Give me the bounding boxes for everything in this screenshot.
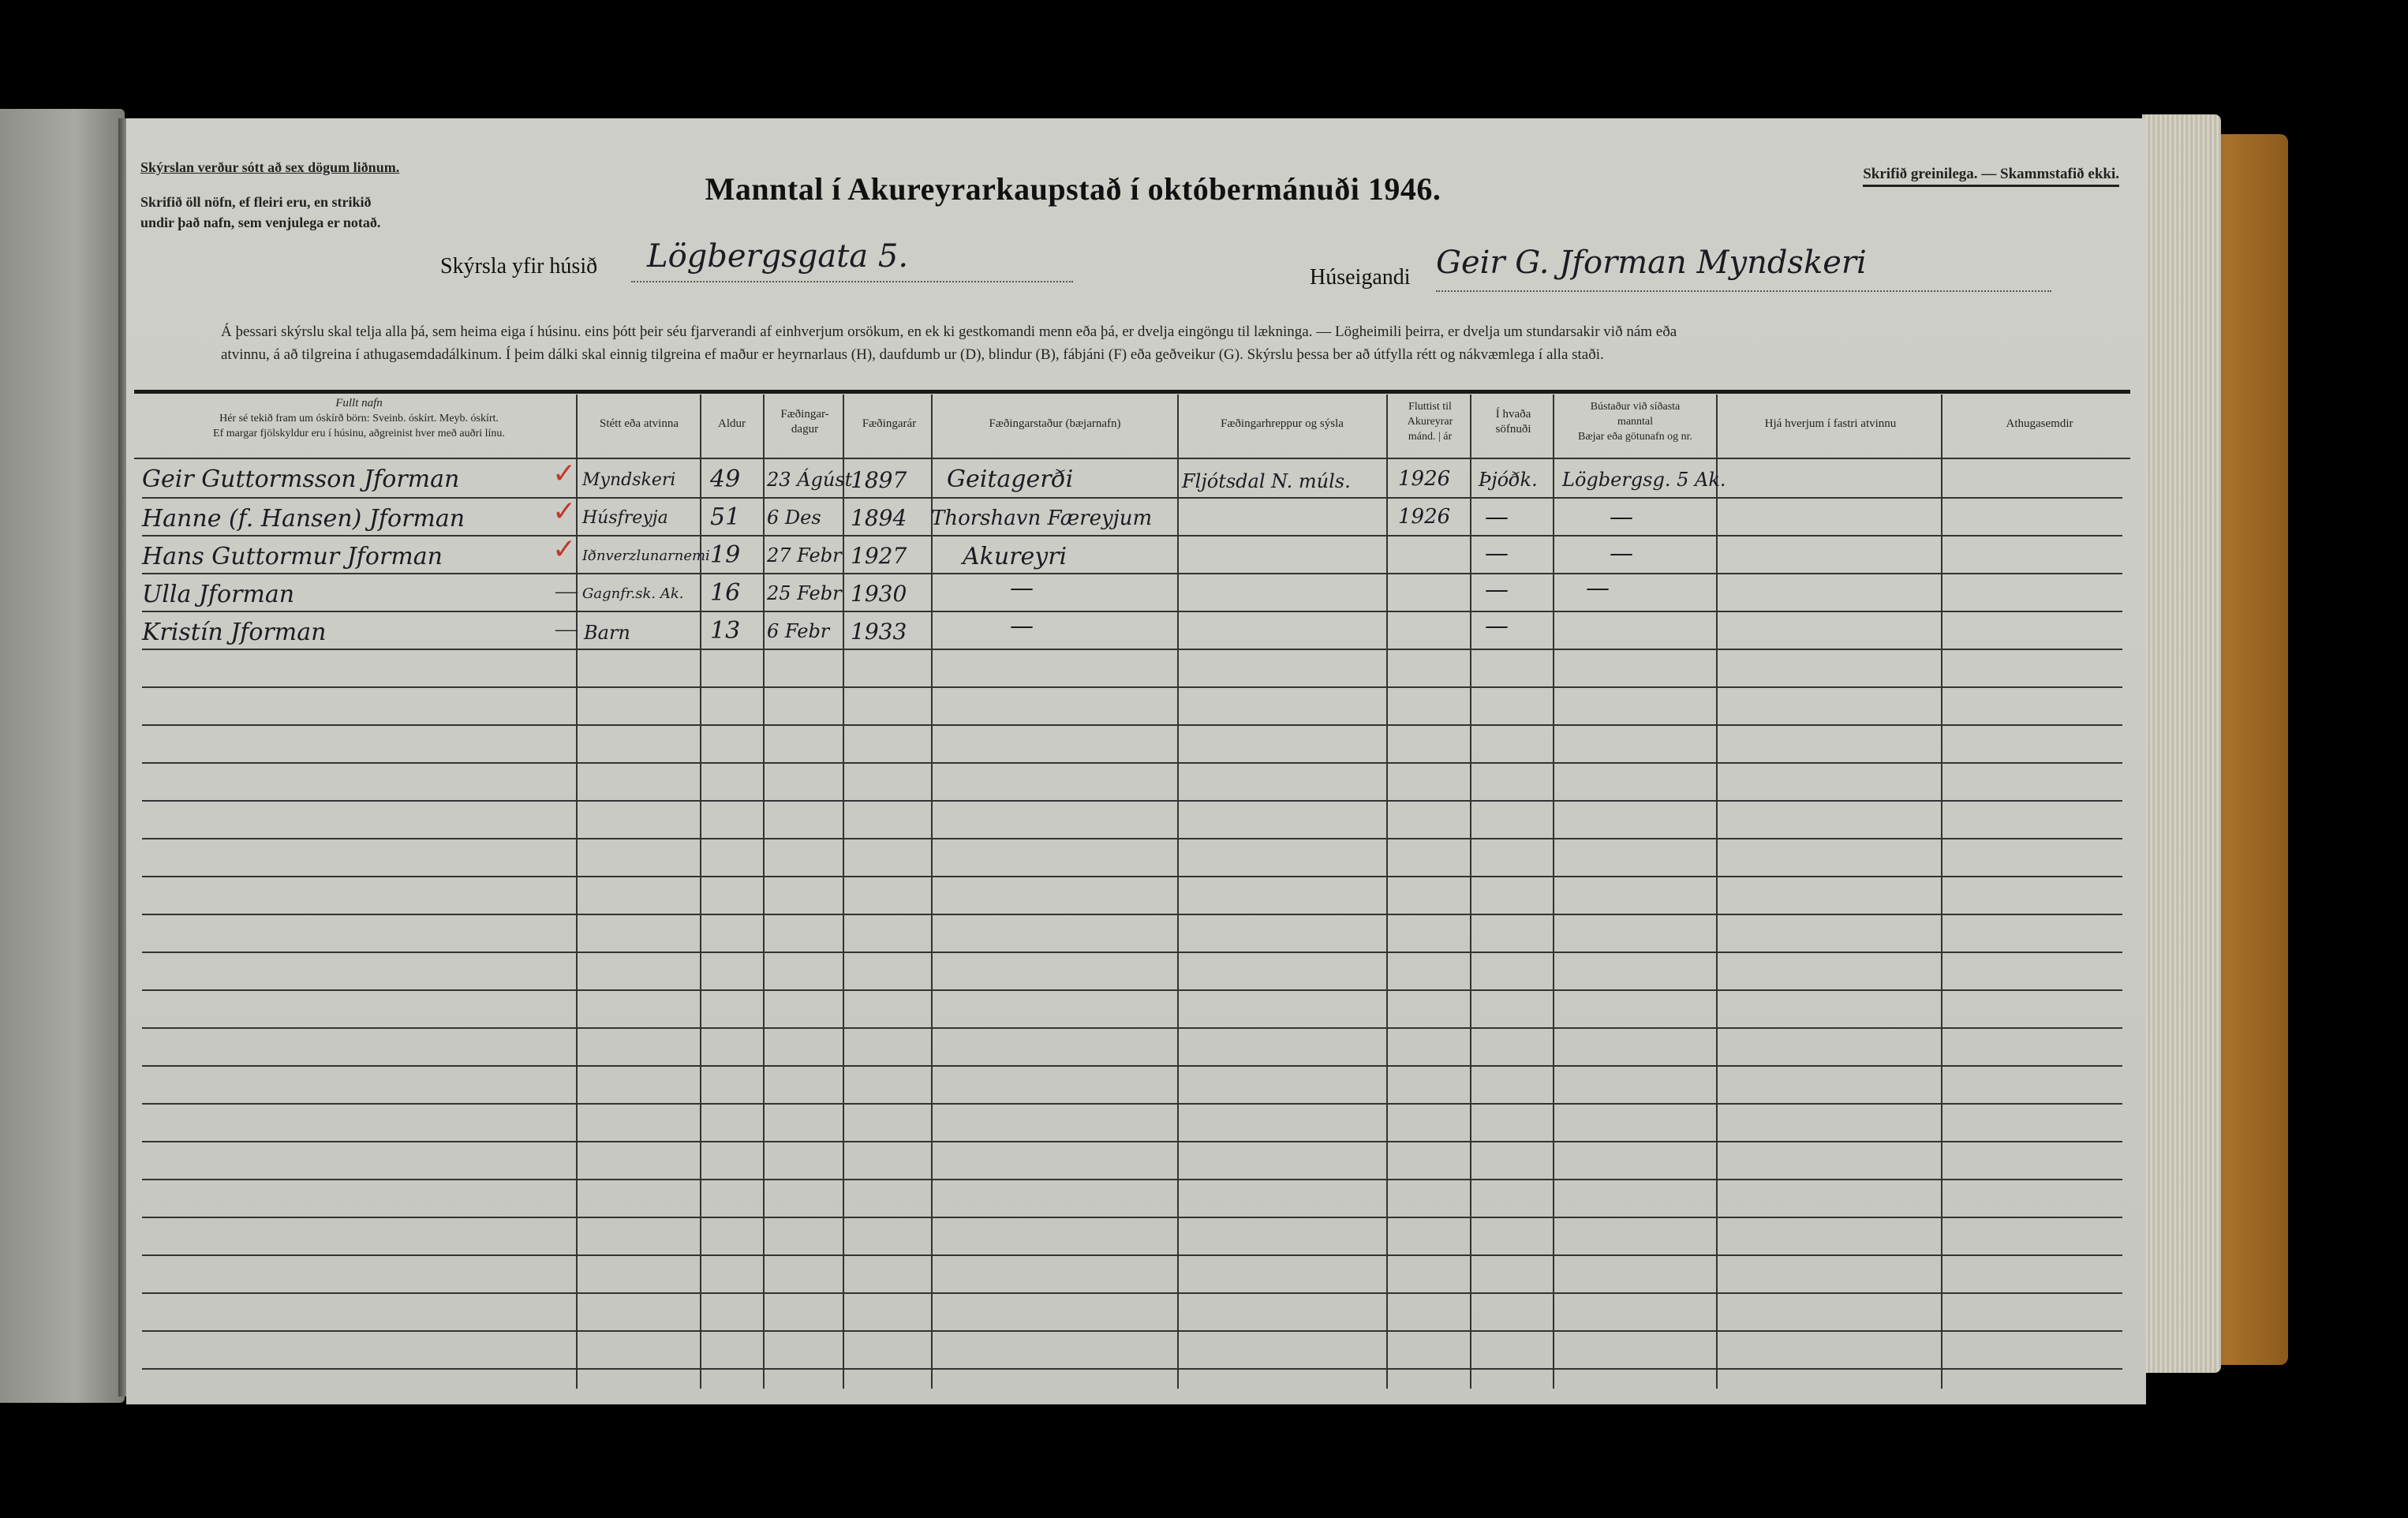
row-1-name: Hanne (f. Hansen) Jforman — [142, 505, 466, 533]
row-rule — [142, 876, 2122, 877]
owner-dotline — [1436, 290, 2051, 292]
row-1-prevres: — — [1610, 503, 1633, 531]
col-remarks-header: Athugasemdir — [2006, 417, 2073, 430]
instructions-line1: Á þessari skýrslu skal telja alla þá, sem heima eiga í húsinu. eins þótt þeir séu fjarverandi af einhverjum orsökum, en ek ki gestkomandi menn eða þá, er dvelja eingöngu til lækninga. — Lögheimili þeirra, er dvelja um stundarsakir við nám eða — [221, 323, 1677, 340]
col-prevres-3: Bæjar eða götunafn og nr. — [1577, 431, 1693, 443]
row-rule — [142, 1292, 2122, 1294]
row-0-birthplace: Geitagerði — [947, 465, 1074, 493]
row-0-occupation: Myndskeri — [582, 470, 676, 490]
row-1-church: — — [1485, 503, 1509, 531]
col-name-header — [142, 396, 576, 441]
column-divider — [576, 394, 578, 1389]
row-rule — [142, 1217, 2122, 1218]
row-0-birthparish: Fljótsdal N. múls. — [1182, 470, 1351, 492]
col-birthday-2: dagur — [791, 423, 819, 436]
row-1-check: ✓ — [552, 495, 577, 528]
column-divider — [1386, 394, 1388, 1389]
note-write-clearly: Skrifið greinilega. — Skammstafið ekki. — [1863, 166, 2119, 187]
row-4-church: — — [1485, 612, 1509, 640]
row-0-prevres: Lögbergsg. 5 Ak. — [1562, 469, 1726, 491]
instructions-line2: atvinnu, á að tilgreina í athugasemdadálkinum. Í þeim dálki skal einnig tilgreina ef maður er heyrnarlaus (H), daufdumb ur (D), blindur (B), fábjáni (F) eða geðveikur (G). Skýrslu þessa ber að útfylla rétt og nákvæmlega í alla staði. — [221, 346, 1604, 363]
col-name-sub2: Ef margar fjölskyldur eru í húsinu, aðgreinist hver með auðri línu. — [213, 428, 505, 439]
col-name-title: Fullt nafn — [335, 397, 383, 409]
left-page-edge — [0, 109, 125, 1403]
row-2-prevres: — — [1610, 540, 1633, 567]
row-4-birthyear: 1933 — [851, 619, 907, 645]
col-birthplace-header: Fæðingarstaður (bæjarnafn) — [989, 417, 1121, 430]
column-divider — [1716, 394, 1718, 1389]
instructions — [221, 320, 2130, 366]
row-3-birthday: 25 Febr — [767, 582, 842, 604]
col-birthparish-header: Fæðingarhreppur og sýsla — [1221, 417, 1344, 430]
row-0-age: 49 — [710, 465, 741, 493]
owner-label: Húseigandi — [1310, 265, 1411, 290]
row-rule — [142, 1027, 2122, 1029]
col-occupation-header: Stétt eða atvinna — [600, 417, 679, 430]
row-3-birthplace: — — [1010, 574, 1034, 602]
note-names-line1: Skrifið öll nöfn, ef fleiri eru, en strikið — [140, 194, 372, 210]
row-3-name: Ulla Jforman — [142, 581, 295, 608]
row-rule — [142, 611, 2122, 612]
row-2-occupation: Iðnverzlunarnemi — [582, 548, 710, 564]
row-rule — [142, 1179, 2122, 1180]
col-prevres-2: manntal — [1617, 416, 1654, 428]
note-names-line2: undir það nafn, sem venjulega er notað. — [140, 215, 381, 230]
row-rule — [142, 724, 2122, 726]
row-3-birthyear: 1930 — [851, 581, 907, 607]
col-employer-header: Hjá hverjum í fastri atvinnu — [1764, 417, 1897, 430]
row-rule — [142, 1103, 2122, 1105]
census-form-page — [126, 118, 2146, 1404]
column-divider — [1941, 394, 1942, 1389]
col-age-header: Aldur — [718, 417, 746, 430]
row-0-name: Geir Guttormsson Jforman — [142, 465, 460, 493]
row-1-birthyear: 1894 — [851, 505, 907, 531]
col-birthday-1: Fæðingar- — [780, 408, 829, 421]
row-4-birthday: 6 Febr — [767, 620, 830, 642]
col-moved-2: Akureyrar — [1407, 416, 1453, 428]
column-divider — [1177, 394, 1179, 1389]
row-rule — [142, 914, 2122, 915]
col-moved-header — [1389, 399, 1471, 444]
column-divider — [931, 394, 933, 1389]
row-2-birthday: 27 Febr — [767, 544, 842, 566]
owner-value: Geir G. Jforman Myndskeri — [1436, 245, 1867, 281]
form-title: Manntal í Akureyrarkaupstað í októbermánuði 1946. — [705, 171, 1441, 207]
row-rule — [142, 686, 2122, 688]
row-1-moved: 1926 — [1398, 505, 1451, 529]
header-bottom-rule — [134, 458, 2130, 459]
page-edges — [2142, 114, 2221, 1373]
row-rule — [142, 989, 2122, 991]
row-0-birthday: 23 Ágúst — [767, 469, 853, 491]
house-value: Lögbergsgata 5. — [647, 238, 909, 275]
col-prevres-header — [1554, 399, 1716, 444]
row-1-occupation: Húsfreyja — [582, 508, 668, 528]
column-divider — [763, 394, 765, 1389]
row-rule — [142, 649, 2122, 650]
row-2-name: Hans Guttormur Jforman — [142, 543, 443, 570]
col-church-header — [1474, 407, 1553, 437]
row-0-birthyear: 1897 — [851, 467, 907, 493]
col-church-1: Í hvaða — [1495, 408, 1531, 421]
row-rule — [142, 497, 2122, 499]
col-moved-3: mánd. | ár — [1408, 431, 1453, 443]
row-4-age: 13 — [710, 617, 741, 645]
col-prevres-1: Bústaður við síðasta — [1590, 401, 1681, 413]
row-rule — [142, 1368, 2122, 1370]
row-3-occupation: Gagnfr.sk. Ak. — [582, 585, 684, 602]
row-rule — [142, 762, 2122, 764]
row-0-moved: 1926 — [1398, 467, 1451, 491]
house-dotline — [631, 281, 1073, 282]
row-rule — [142, 573, 2122, 574]
row-3-prevres: — — [1586, 574, 1610, 602]
column-divider — [843, 394, 844, 1389]
column-divider — [1553, 394, 1554, 1389]
row-3-age: 16 — [710, 579, 741, 607]
row-rule — [142, 1065, 2122, 1067]
row-1-birthday: 6 Des — [767, 507, 821, 529]
row-4-occupation: Barn — [584, 622, 630, 644]
row-1-birthplace: Thorshavn Færeyjum — [931, 507, 1153, 530]
row-rule — [142, 1141, 2122, 1142]
row-4-birthplace: — — [1010, 612, 1034, 640]
note-collection-notice: Skýrslan verður sótt að sex dögum liðnum. — [140, 159, 400, 175]
row-3-church: — — [1485, 576, 1509, 604]
row-rule — [142, 800, 2122, 802]
row-4-dash: — — [555, 617, 578, 641]
row-2-age: 19 — [710, 541, 741, 569]
row-0-check: ✓ — [552, 458, 577, 490]
row-rule — [142, 838, 2122, 839]
house-label: Skýrsla yfir húsið — [440, 254, 598, 279]
row-2-check: ✓ — [552, 533, 577, 566]
col-church-2: söfnuði — [1495, 423, 1531, 436]
row-0-church: Þjóðk. — [1479, 469, 1538, 491]
row-2-birthyear: 1927 — [851, 543, 907, 569]
column-divider — [700, 394, 701, 1389]
row-rule — [142, 535, 2122, 537]
row-2-church: — — [1485, 540, 1509, 567]
row-4-name: Kristín Jforman — [142, 619, 327, 646]
row-rule — [142, 1330, 2122, 1332]
col-birthday-header — [765, 407, 844, 437]
row-rule — [142, 1254, 2122, 1256]
col-birthyear-header: Fæðingarár — [862, 417, 917, 430]
col-moved-1: Fluttist til — [1408, 401, 1452, 413]
row-3-dash: — — [555, 579, 578, 604]
row-2-birthplace: Akureyri — [963, 543, 1068, 570]
row-1-age: 51 — [710, 503, 741, 531]
row-rule — [142, 952, 2122, 953]
table-top-rule — [134, 390, 2130, 394]
col-name-sub1: Hér sé tekið fram um óskírð börn: Sveinb. óskírt. Meyb. óskírt. — [219, 413, 499, 424]
column-divider — [1470, 394, 1471, 1389]
